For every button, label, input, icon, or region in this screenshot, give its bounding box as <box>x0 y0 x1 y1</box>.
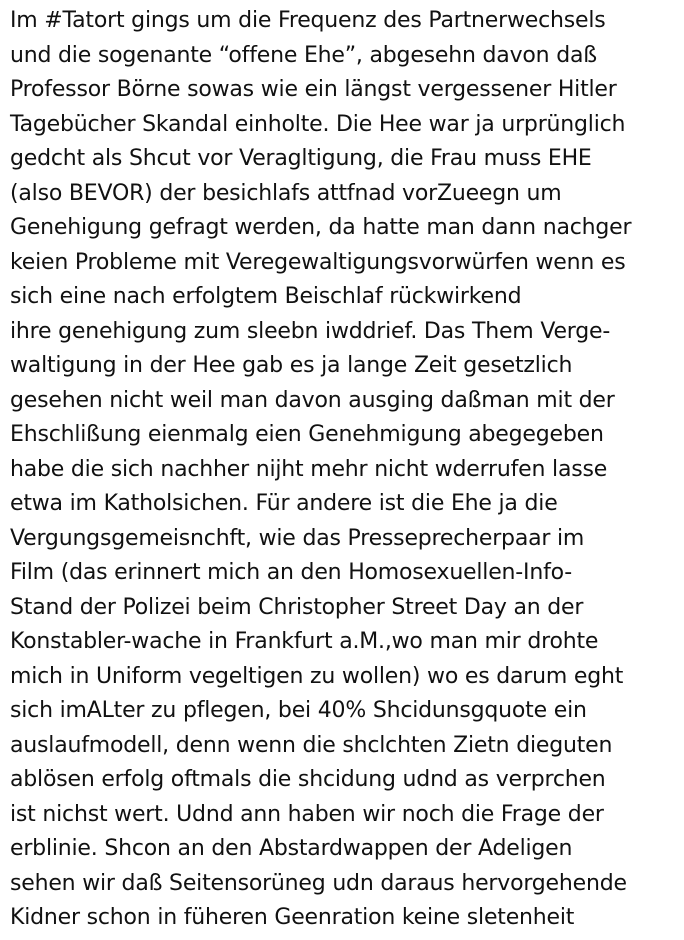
text-line: Im #Tatort gings um die Frequenz des Partnerwechsels <box>10 8 606 33</box>
text-line: Film (das erinnert mich an den Homosexuellen-Info- <box>10 560 573 585</box>
text-line: Stand der Polizei beim Christopher Street Day an der <box>10 594 584 620</box>
text-line: keien Probleme mit Veregewaltigungsvorwürfen wenn es <box>10 249 626 275</box>
text-line: ablösen erfolg oftmals die shcidung udnd as verprchen <box>10 767 606 792</box>
text-line: ihre genehigung zum sleebn iwddrief. Das Them Verge- <box>10 318 611 344</box>
body-text <box>10 4 680 936</box>
text-line: mich in Uniform vegeltigen zu wollen) wo es darum eght <box>10 663 624 689</box>
text-line: sehen wir daß Seitensorüneg udn daraus hervorgehende <box>10 870 627 896</box>
text-line: sich imALter zu pflegen, bei 40% Shcidunsgquote ein <box>10 698 587 723</box>
text-line: Vergungsgemeisnchft, wie das Presseprecherpaar im <box>10 525 585 551</box>
text-line: Genehigung gefragt werden, da hatte man dann nachger <box>10 215 632 240</box>
text-line: gesehen nicht weil man davon ausging daßman mit der <box>10 387 615 413</box>
text-line: Ehschlißung eienmalg eien Genehmigung abegegeben <box>10 422 604 447</box>
text-line: Kidner schon in füheren Geenration keine sletenheit <box>10 905 575 930</box>
text-line: (also BEVOR) der besichlafs attfnad vorZueegn um <box>10 180 562 206</box>
text-line: erblinie. Shcon an den Abstardwappen der Adeligen <box>10 836 573 861</box>
text-line: habe die sich nachher nijht mehr nicht wderrufen lasse <box>10 456 608 482</box>
text-line: etwa im Katholsichen. Für andere ist die Ehe ja die <box>10 491 558 516</box>
text-line: auslaufmodell, denn wenn die shclchten Zietn dieguten <box>10 732 613 758</box>
text-line: gedcht als Shcut vor Veragltigung, die Frau muss EHE <box>10 146 592 171</box>
text-line: waltigung in der Hee gab es ja lange Zeit gesetzlich <box>10 353 573 378</box>
text-line: ist nichst wert. Udnd ann haben wir noch die Frage der <box>10 801 604 827</box>
text-line: und die sogenante “offene Ehe”, abgesehn davon daß <box>10 42 597 68</box>
text-line: Konstabler-wache in Frankfurt a.M.,wo man mir drohte <box>10 629 599 654</box>
text-line: sich eine nach erfolgtem Beischlaf rückwirkend <box>10 284 522 309</box>
text-line: Tagebücher Skandal einholte. Die Hee war ja urprünglich <box>10 111 626 137</box>
text-line: Professor Börne sowas wie ein längst vergessener Hitler <box>10 77 617 102</box>
